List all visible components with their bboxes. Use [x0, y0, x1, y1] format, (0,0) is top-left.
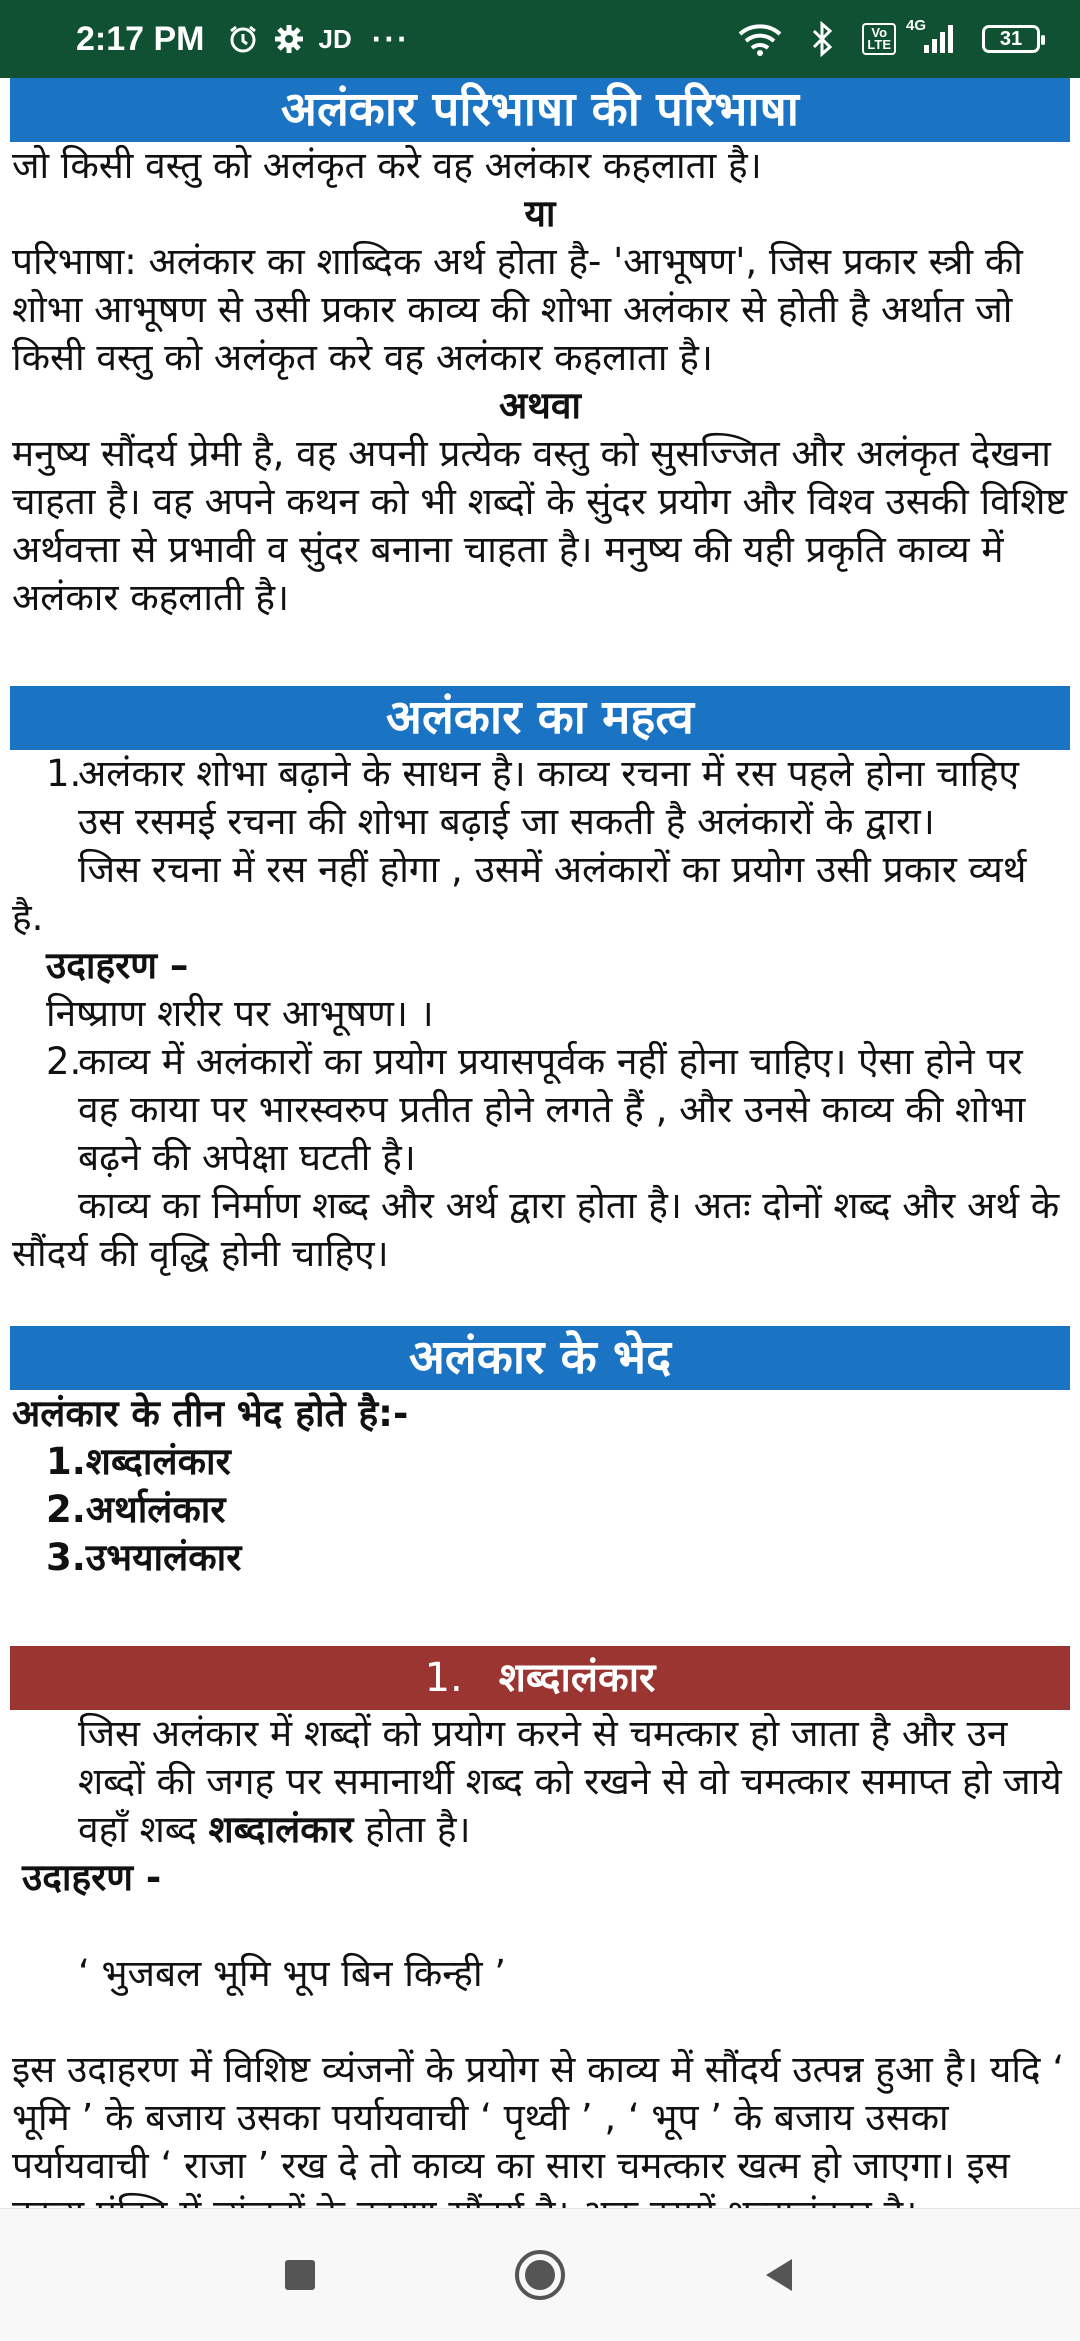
list-item [0, 750, 1080, 846]
shabdalankar-term: शब्दालंकार [208, 1808, 354, 1851]
list-number: 2. [46, 1040, 82, 1083]
status-time: 2:17 PM [76, 19, 205, 58]
more-notifications-icon: ··· [371, 20, 410, 57]
example-label: उदाहरण – [46, 944, 189, 987]
volte-badge: Vo LTE [862, 23, 896, 55]
section-header-shabdalankar [10, 1646, 1070, 1710]
signal-icon [906, 17, 954, 55]
carrier-label: JD [318, 23, 352, 54]
section-header-types: अलंकार के भेद [10, 1326, 1070, 1390]
or-divider: या [524, 192, 556, 235]
home-circle-icon [513, 2248, 567, 2302]
list-item [0, 1038, 1080, 1182]
or-divider-alt: अथवा [498, 384, 582, 427]
definition-paragraph-alt: मनुष्य सौंदर्य प्रेमी है, वह अपनी प्रत्येक वस्तु को सुसज्जित और अलंकृत देखना चाहता है। वह अपने कथन को भी शब्दों के सुंदर प्रयोग और विश्व उसकी विशिष्ट अर्थवत्ता से प्रभावी व सुंदर बनाना चाहता है। मनुष्य की यही प्रकृति काव्य में अलंकार कहलाती है। [12, 432, 1068, 619]
example-text: निष्प्राण शरीर पर आभूषण। । [46, 992, 434, 1035]
bluetooth-icon [810, 22, 834, 56]
network-type-label: 4G [906, 17, 927, 34]
section-header-definition: अलंकार परिभाषा की परिभाषा [10, 78, 1070, 142]
type-item-shabdalankar: 1.शब्दालंकार [46, 1440, 231, 1483]
back-triangle-icon [760, 2255, 800, 2295]
home-button[interactable] [500, 2235, 580, 2315]
article-content[interactable] [0, 78, 1080, 2208]
section-header-importance: अलंकार का महत्व [10, 686, 1070, 750]
example-label: उदाहरण - [22, 1856, 162, 1899]
types-intro: अलंकार के तीन भेद होते है:- [12, 1392, 409, 1435]
list-text: काव्य में अलंकारों का प्रयोग प्रयासपूर्वक नहीं होना चाहिए। ऐसा होने पर वह काया पर भारस्वरुप प्रतीत होने लगते हैं , और उनसे काव्य की शोभा बढ़ने की अपेक्षा घटती है। [78, 1040, 1026, 1179]
example-explanation: इस उदाहरण में विशिष्ट व्यंजनों के प्रयोग से काव्य में सौंदर्य उत्पन्न हुआ है। यदि ‘ भूमि ’ के बजाय उसका पर्यायवाची ‘ पृथ्वी ’ , ‘ भूप ’ के बजाय उसका पर्यायवाची ‘ राजा ’ रख दे तो काव्य का सारा चमत्कार खत्म हो जाएगा। इस [12, 2048, 1065, 2187]
list-text: अलंकार शोभा बढ़ाने के साधन है। काव्य रचना में रस पहले होना चाहिए उस रसमई रचना की शोभा बढ़ाई जा सकती है अलंकारों के द्वारा। [78, 752, 1019, 843]
shabdalankar-definition: जिस अलंकार में शब्दों को प्रयोग करने से चमत्कार हो जाता है और उन शब्दों की जगह पर समानार्थी शब्द को रखने से वो चमत्कार समाप्त हो जाये वहाँ शब्द शब्दालंकार होता है। [78, 1712, 1062, 1851]
section-title: शब्दालंकार [498, 1655, 656, 1701]
section-number: 1. [424, 1655, 463, 1701]
type-item-arthalankar: 2.अर्थालंकार [46, 1488, 226, 1531]
status-right [738, 17, 1040, 56]
example-quote: ‘ भुजबल भूमि भूप बिन किन्ही ’ [78, 1952, 507, 1995]
navigation-bar [0, 2208, 1080, 2341]
back-button[interactable] [740, 2235, 820, 2315]
definition-line: जो किसी वस्तु को अलंकृत करे वह अलंकार कहलाता है। [12, 144, 762, 187]
status-bar [0, 0, 1080, 78]
list-number: 1. [46, 752, 82, 795]
wifi-icon [738, 22, 782, 56]
recents-button[interactable] [260, 2235, 340, 2315]
alarm-icon [227, 23, 259, 55]
type-item-ubhayalankar: 3.उभयालंकार [46, 1536, 242, 1579]
battery-indicator: 31 [982, 25, 1040, 53]
settings-gear-icon [273, 23, 305, 55]
paragraph-continuation: जिस रचना में रस नहीं होगा , उसमें अलंकारों का प्रयोग उसी प्रकार व्यर्थ है. [12, 848, 1027, 939]
square-icon [283, 2258, 317, 2292]
paragraph-continuation: काव्य का निर्माण शब्द और अर्थ द्वारा होता है। अतः दोनों शब्द और अर्थ के सौंदर्य की वृद्धि होनी चाहिए। [12, 1184, 1060, 1275]
definition-paragraph: परिभाषा: अलंकार का शाब्दिक अर्थ होता है- 'आभूषण', जिस प्रकार स्त्री की शोभा आभूषण से उसी प्रकार काव्य की शोभा अलंकार से होती है अर्थात जो किसी वस्तु को अलंकृत करे वह अलंकार कहलाता है। [12, 240, 1023, 379]
